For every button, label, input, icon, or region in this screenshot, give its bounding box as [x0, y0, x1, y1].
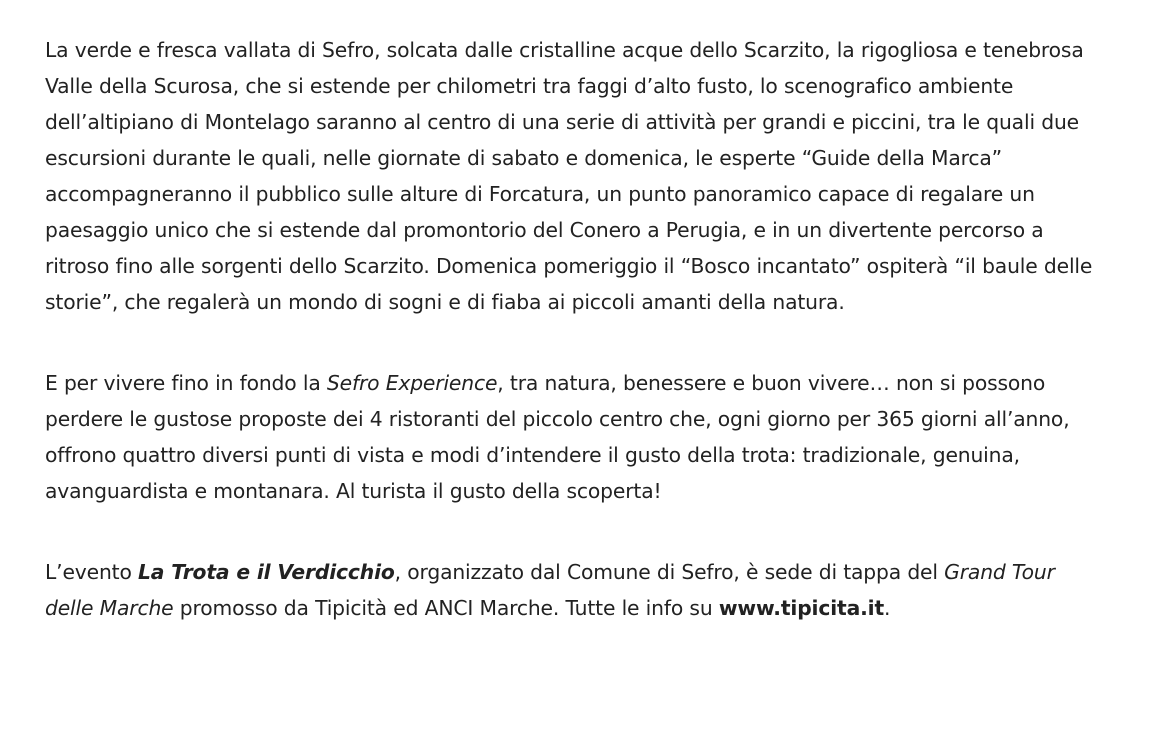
- event-name-emphasis: La Trota e il Verdicchio: [138, 560, 395, 584]
- event-middle-text: , organizzato dal Comune di Sefro, è sede di tappa del: [394, 560, 945, 584]
- paragraph-experience: [45, 365, 1105, 509]
- article-body: [45, 32, 1105, 671]
- sefro-experience-emphasis: Sefro Experience: [326, 371, 498, 395]
- event-end-punctuation: .: [884, 596, 891, 620]
- paragraph-events-text: La verde e fresca vallata di Sefro, solcata dalle cristalline acque dello Scarzito, la rigogliosa e tenebrosa Valle della Scurosa, che si estende per chilometri tra faggi d’alto fusto, lo scenografico ambiente dell’altipiano di Montelago saranno al centro di una serie di attività per grandi e piccini, tra le quali due escursioni durante le quali, nelle giornate di sabato e domenica, le esperte “Guide della Marca” accompagneranno il pubblico sulle alture di Forcatura, un punto panoramico capace di regalare un paesaggio unico che si estende dal promontorio del Conero a Perugia, e in un divertente percorso a ritroso fino alle sorgenti dello Scarzito. Domenica pomeriggio il “Bosco incantato” ospiterà “il baule delle storie”, che regalerà un mondo di sogni e di fiaba ai piccoli amanti della natura.: [45, 38, 1093, 314]
- paragraph-events: [45, 32, 1105, 320]
- experience-body-text: , tra natura, benessere e buon vivere… non si possono perdere le gustose proposte dei 4 ristoranti del piccolo centro che, ogni giorno per 365 giorni all’anno, offrono quattro diversi punti di vista e modi d’intendere il gusto della trota: tradizionale, genuina, avanguardista e montanara. Al turista il gusto della scoperta!: [45, 371, 1070, 503]
- event-promo-text: promosso da Tipicità ed ANCI Marche. Tutte le info su: [173, 596, 719, 620]
- paragraph-event-info: [45, 554, 1105, 626]
- grand-tour-emphasis: Grand Tour delle Marche: [45, 560, 1055, 620]
- tipicita-website-text: www.tipicita.it: [718, 596, 885, 620]
- event-intro-text: L’evento: [45, 560, 139, 584]
- experience-intro-text: E per vivere fino in fondo la: [45, 371, 327, 395]
